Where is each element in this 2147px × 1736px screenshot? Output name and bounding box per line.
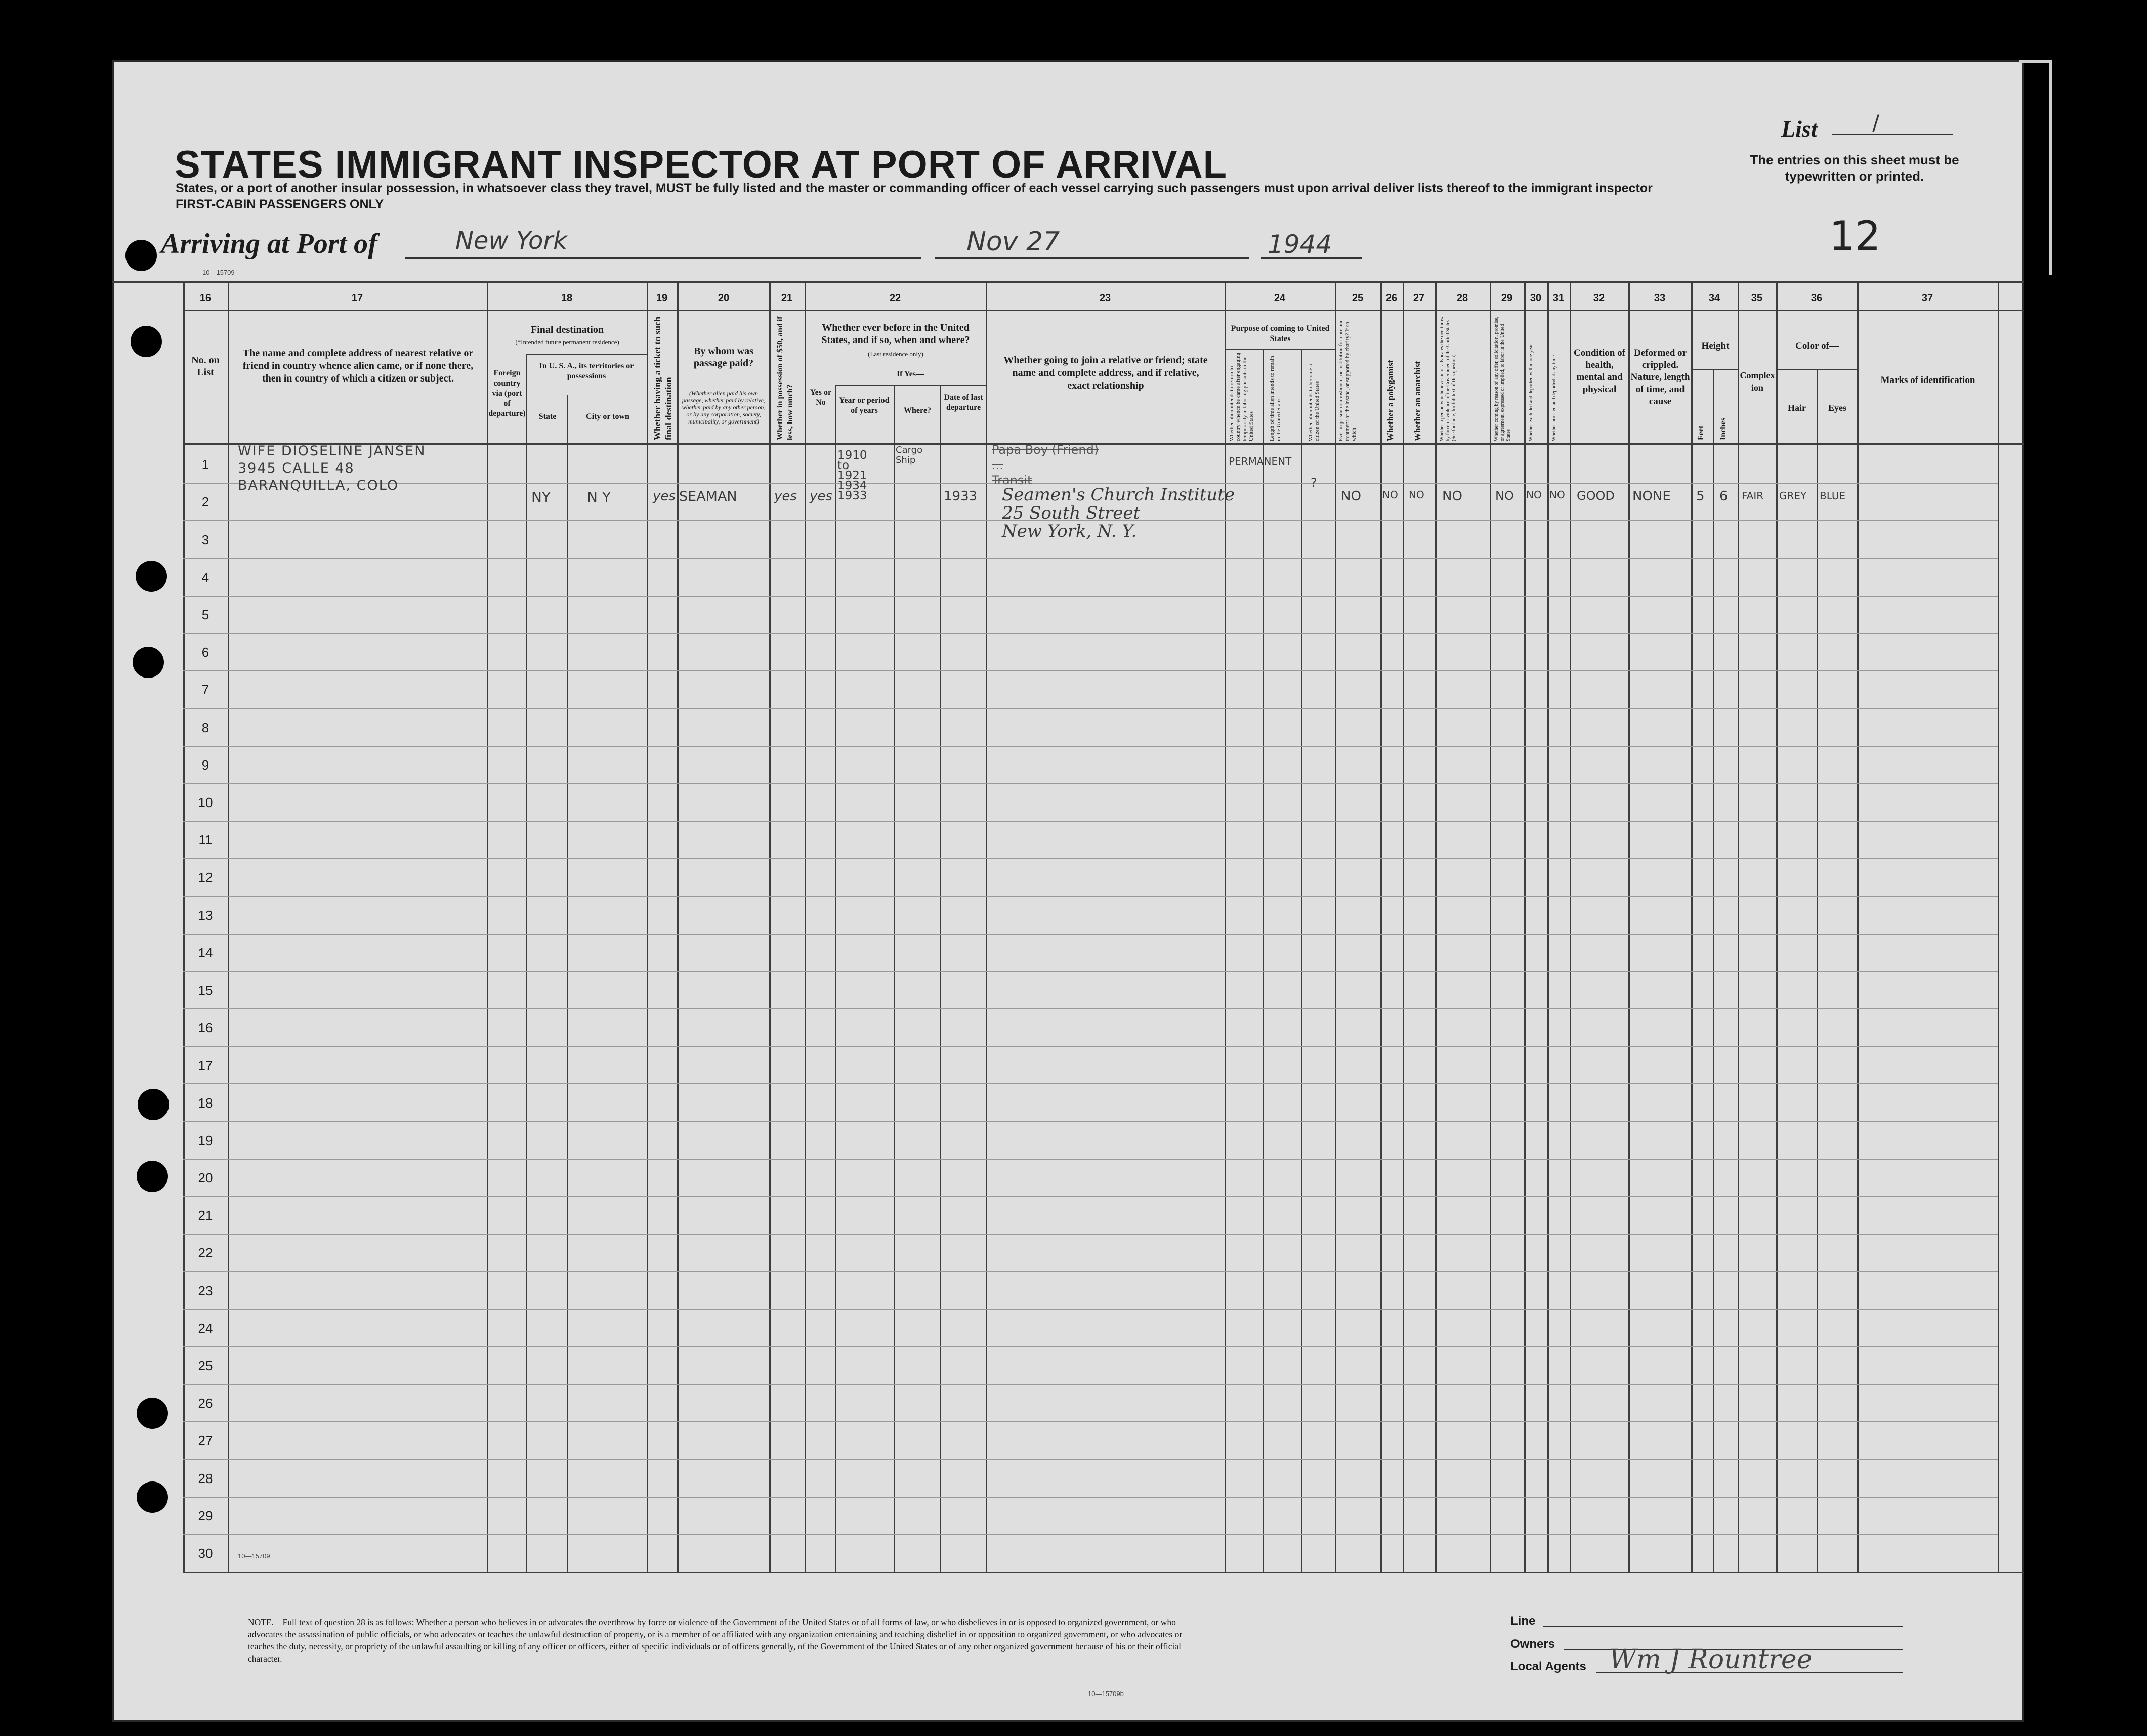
entry-complexion: FAIR	[1742, 490, 1764, 502]
column-number: 16	[199, 292, 212, 304]
header-join-relative: Whether going to join a relative or friend; state name and complete address, and if relative, exact relationship	[1003, 355, 1208, 391]
entry-years	[837, 450, 867, 501]
header-year: Year or period of years	[839, 396, 890, 415]
column-number: 31	[1552, 292, 1565, 304]
col-line	[487, 281, 488, 1573]
header-yes-no: Yes or No	[810, 388, 832, 407]
row-line	[183, 1534, 1998, 1535]
header-state: State	[538, 412, 557, 421]
sub-header-rule	[835, 385, 986, 386]
form-code-bottom: 10—15709	[238, 1552, 270, 1560]
header-purpose: Purpose of coming to United States	[1231, 324, 1330, 343]
punch-hole	[136, 561, 167, 592]
arriving-date: Nov 27	[966, 227, 1060, 257]
header-color-of: Color of—	[1795, 341, 1839, 351]
row-number: 5	[201, 607, 209, 622]
row-line	[183, 783, 1998, 784]
row-line	[183, 821, 1998, 822]
col-line	[677, 281, 679, 1573]
row-line	[183, 708, 1998, 709]
entry-join-3: New York, N. Y.	[1002, 521, 1137, 541]
header-ever-before: Whether ever before in the United States, and if so, when and where?	[821, 322, 970, 346]
row-number: 2	[201, 494, 209, 510]
row-number: 22	[198, 1245, 213, 1260]
row-number: 14	[198, 945, 213, 960]
header-no-on-list: No. on List	[191, 355, 220, 378]
column-number: 27	[1413, 292, 1425, 304]
row-line	[183, 1121, 1998, 1122]
row-line	[183, 934, 1998, 935]
column-number: 28	[1456, 292, 1468, 304]
row-line	[183, 971, 1998, 972]
header-inches: Inches	[1719, 417, 1728, 440]
entry-join-struck	[992, 442, 1099, 488]
row-line	[183, 746, 1998, 747]
header-excluded: Whether excluded and deported within one year	[1528, 344, 1534, 441]
header-deformed: Deformed or crippled. Nature, length of time, and cause	[1630, 348, 1690, 407]
sub-col-line	[567, 395, 568, 1573]
column-number: 32	[1593, 292, 1605, 304]
sub-col-line	[1263, 349, 1264, 1573]
entry-join-2: 25 South Street	[1002, 503, 1141, 523]
entry-year-1: 1910	[837, 449, 867, 462]
footnote: NOTE.—Full text of question 28 is as follows: Whether a person who believes in or advocates the overthrow by force or violence of the Government of the United States or of all forms of law, or who disbelieves in or is opposed to organized government, or who advocates the assassination of public officials, or who advocates or teaches the unlawful destruction of property, or is a member of or affiliated with any organization entertaining and teaching disbelief in or opposition to organized government, or who advocates or teaches the duty, necessity, or propriety of the unlawful assaulting or killing of any officer or officers, either of specific individuals or of officers generally, of the Government of the United States or of any other organized government because of his or their official character.	[248, 1617, 1183, 1664]
punch-hole	[125, 240, 157, 271]
row-line	[183, 1234, 1998, 1235]
header-relative: The name and complete address of nearest relative or friend in country whence alien came, or if none there, then in country of which a citizen or subject.	[242, 348, 474, 384]
column-number: 37	[1921, 292, 1933, 304]
header-final-destination-note: (*Intended future permanent residence)	[515, 338, 619, 346]
sub-header-rule	[1691, 369, 1738, 370]
subtitle-line1: States, or a port of another insular possession, in whatsoever class they travel, MUST be fully listed and the master or commanding officer of each vessel carrying such passengers must upon arrival deliver lists thereof to the immigrant inspector	[176, 181, 1653, 195]
row-number: 16	[198, 1020, 213, 1035]
header-complexion: Complexion	[1740, 370, 1775, 393]
entry-deformed: NONE	[1632, 489, 1671, 504]
arriving-line	[405, 257, 921, 259]
list-line	[1832, 134, 1953, 135]
column-number: 21	[781, 292, 793, 304]
row-number: 28	[198, 1471, 213, 1486]
entry-ever-before: yes	[810, 489, 832, 504]
header-fifty-dollars: Whether in possession of $50, and if less, how much?	[776, 316, 794, 440]
row-line	[183, 558, 1998, 559]
sub-header-rule	[526, 354, 647, 355]
entry-excluded: NO	[1526, 489, 1542, 501]
entry-year-2: to	[837, 459, 850, 472]
col-line	[1570, 281, 1571, 1573]
entry-offer: NO	[1495, 489, 1514, 503]
row-line	[183, 1459, 1998, 1460]
row-line	[183, 596, 1998, 597]
col-line	[1335, 281, 1336, 1573]
entry-year-5: 1933	[837, 489, 867, 502]
header-hair: Hair	[1788, 403, 1806, 413]
header-ticket: Whether having a ticket to such final destination	[652, 316, 673, 440]
punch-hole	[138, 1089, 169, 1120]
column-number: 24	[1274, 292, 1286, 304]
row-number: 29	[198, 1508, 213, 1523]
punch-hole	[131, 326, 162, 357]
column-number: 23	[1099, 292, 1111, 304]
col-line	[805, 281, 806, 1573]
row-number: 4	[201, 570, 209, 585]
header-passage-note: (Whether alien paid his own passage, whether paid by relative, whether paid by any other person, or by any corporation, society, municipality, or government)	[682, 390, 766, 425]
sheet-number: 12	[1829, 213, 1881, 260]
entry-prison: NO	[1341, 489, 1361, 504]
entry-hair: GREY	[1779, 490, 1807, 502]
entry-state: NY	[531, 489, 551, 505]
list-label: List	[1781, 116, 1818, 142]
header-eyes: Eyes	[1828, 403, 1846, 413]
row-number: 8	[201, 720, 209, 735]
arriving-year: 1944	[1268, 230, 1332, 259]
entry-eyes: BLUE	[1820, 490, 1846, 502]
col-line	[1691, 281, 1693, 1573]
table-bottom-border	[183, 1572, 2024, 1573]
header-last-departure: Date of last departure	[944, 393, 983, 412]
arriving-port: New York	[455, 227, 567, 255]
row-number: 3	[201, 532, 209, 547]
row-number: 25	[198, 1358, 213, 1373]
owners-label: Owners	[1510, 1637, 1555, 1651]
entry-passage-paid: SEAMAN	[679, 489, 737, 504]
entry-feet: 5	[1696, 489, 1705, 504]
row-line	[183, 1346, 1998, 1347]
row-number: 21	[198, 1208, 213, 1223]
header-overthrow: Whether a person who believes in or advocates the overthrow by force or violence of the Government of the United States (See footnote, for full text of this question)	[1439, 316, 1457, 441]
arriving-label: Arriving at Port of	[161, 228, 377, 260]
header-marks: Marks of identification	[1880, 375, 1975, 386]
column-number: 25	[1352, 292, 1364, 304]
entry-ticket: yes	[653, 489, 676, 504]
row-number: 11	[198, 832, 213, 848]
header-length-of-stay: Length of time alien intends to remain in the United States	[1269, 356, 1282, 441]
header-if-yes: If Yes—	[896, 370, 924, 378]
row-number: 24	[198, 1321, 213, 1336]
form-code: 10—15709	[202, 269, 235, 276]
row-number: 12	[198, 870, 213, 885]
sub-col-line	[526, 354, 527, 1573]
column-number: 17	[351, 292, 363, 304]
subtitle	[176, 180, 1805, 213]
entry-relative-line2: 3945 CALLE 48	[238, 460, 355, 476]
col-line	[1547, 281, 1549, 1573]
subtitle-line2: FIRST-CABIN PASSENGERS ONLY	[176, 197, 384, 211]
row-line	[183, 1083, 1998, 1084]
column-number: 29	[1501, 292, 1513, 304]
header-usa: In U. S. A., its territories or possessions	[539, 362, 634, 380]
line-field	[1543, 1626, 1903, 1627]
entry-relative-line3: BARANQUILLA, COLO	[238, 478, 399, 493]
column-number: 26	[1385, 292, 1398, 304]
column-number: 35	[1751, 292, 1763, 304]
col-line	[228, 281, 229, 1573]
column-number: 22	[889, 292, 901, 304]
footnote-code: 10—15709b	[1088, 1690, 1124, 1698]
entry-fifty-dollars: yes	[774, 489, 797, 504]
entry-overthrow: NO	[1442, 489, 1462, 504]
entry-join-struck-2: ...	[992, 458, 1003, 472]
col-line	[1435, 281, 1437, 1573]
sub-col-line	[894, 385, 895, 1573]
sub-header-rule	[1776, 369, 1857, 370]
sub-col-line	[1301, 349, 1302, 1573]
row-number: 17	[198, 1057, 213, 1073]
header-citizen-intent: Whether alien intends to become a citizen of the United States	[1308, 364, 1320, 441]
col-line	[769, 281, 771, 1573]
col-line	[1490, 281, 1491, 1573]
entry-join-struck-3: Transit	[992, 473, 1032, 487]
row-line	[183, 1497, 1998, 1498]
header-foreign-country: Foreign country via (port of departure)	[488, 369, 526, 418]
row-number: 7	[201, 682, 209, 697]
col-line	[1776, 281, 1778, 1573]
row-line	[183, 1196, 1998, 1197]
row-line	[183, 633, 1998, 634]
col-line	[1628, 281, 1630, 1573]
row-line	[183, 1159, 1998, 1160]
entry-join-struck-1: Papa Boy (Friend)	[992, 443, 1099, 457]
entry-purpose: PERMANENT	[1229, 455, 1292, 468]
agents-label: Local Agents	[1510, 1660, 1586, 1673]
line-label: Line	[1510, 1614, 1536, 1628]
column-number: 33	[1654, 292, 1666, 304]
col-line	[1738, 281, 1739, 1573]
row-number: 26	[198, 1395, 213, 1411]
entry-relative-line1: WIFE DIOSELINE JANSEN	[238, 443, 426, 459]
entry-year-3: 1921	[837, 469, 867, 482]
header-prison: Ever in prison or almshouse, or institution for care and treatment of the insane, or supported by charity? If so, which	[1338, 319, 1357, 441]
header-height: Height	[1701, 341, 1730, 351]
col-line	[647, 281, 648, 1573]
row-number: 18	[198, 1095, 213, 1111]
column-number-divider	[183, 310, 2024, 311]
entry-polygamist: NO	[1382, 489, 1398, 501]
row-number: 10	[198, 795, 213, 810]
row-number: 13	[198, 908, 213, 923]
row-number: 30	[198, 1546, 213, 1561]
entry-anarchist: NO	[1409, 489, 1424, 501]
row-line	[183, 1008, 1998, 1009]
row-number: 19	[198, 1133, 213, 1148]
header-final-destination: Final destination	[531, 324, 604, 335]
column-number: 20	[718, 292, 730, 304]
column-number: 34	[1708, 292, 1720, 304]
header-passage-paid: By whom was passage paid?	[693, 346, 754, 369]
entries-note: The entries on this sheet must be typewritten or printed.	[1750, 152, 1959, 184]
entry-year-4: 1934	[837, 479, 867, 492]
entry-inches: 6	[1719, 489, 1728, 504]
row-number: 23	[198, 1283, 213, 1298]
col-line	[1998, 281, 1999, 1573]
header-bottom-border	[183, 443, 2024, 445]
entry-arrested: NO	[1549, 489, 1565, 501]
sub-col-line	[835, 385, 836, 1573]
header-where: Where?	[904, 406, 931, 415]
punch-hole	[137, 1398, 168, 1429]
sub-col-line	[940, 385, 941, 1573]
punch-hole	[137, 1161, 168, 1192]
header-last-residence: (Last residence only)	[868, 350, 923, 358]
entry-join-1: Seamen's Church Institute	[1002, 485, 1235, 505]
row-line	[183, 1384, 1998, 1385]
column-number: 36	[1811, 292, 1823, 304]
entry-last-departure: 1933	[944, 489, 978, 504]
row-line	[183, 896, 1998, 897]
page-title: STATES IMMIGRANT INSPECTOR AT PORT OF ARRIVAL	[175, 143, 1228, 186]
col-line	[1403, 281, 1404, 1573]
header-labor-offer: Whether coming by reason of any offer, solicitation, promise, or agreement, expressed or implied, to labor in the United States	[1494, 316, 1511, 441]
list-value: /	[1872, 110, 1880, 135]
column-number: 18	[561, 292, 573, 304]
col-line	[986, 281, 987, 1573]
header-anarchist: Whether an anarchist	[1413, 361, 1422, 441]
arriving-line	[935, 257, 1249, 259]
col-line	[1857, 281, 1859, 1573]
col-line	[1524, 281, 1526, 1573]
row-line	[183, 1309, 1998, 1310]
entry-city: N Y	[587, 489, 611, 505]
punch-hole	[133, 647, 164, 678]
row-line	[183, 858, 1998, 859]
header-feet: Feet	[1697, 425, 1705, 440]
entry-citizen: ?	[1311, 476, 1317, 490]
column-number: 30	[1530, 292, 1542, 304]
sheet-back-edge	[2019, 60, 2052, 275]
row-line	[183, 1421, 1998, 1422]
row-number: 6	[201, 645, 209, 660]
row-line	[183, 670, 1998, 671]
header-polygamist: Whether a polygamist	[1385, 360, 1395, 441]
row-number: 1	[201, 457, 209, 472]
agents-signature: Wm J Rountree	[1609, 1644, 1813, 1675]
entry-where: Cargo Ship	[896, 445, 923, 465]
sub-header-rule	[1225, 349, 1335, 350]
row-number: 15	[198, 983, 213, 998]
row-number: 9	[201, 757, 209, 773]
col-line	[183, 281, 185, 1573]
header-arrested: Whether arrested and deported at any time	[1551, 355, 1557, 441]
row-number: 20	[198, 1170, 213, 1185]
header-city: City or town	[586, 412, 629, 421]
column-number: 19	[656, 292, 668, 304]
row-line	[183, 1271, 1998, 1272]
punch-hole	[137, 1481, 168, 1513]
entry-join	[1002, 486, 1235, 540]
entry-health: GOOD	[1577, 489, 1615, 503]
col-line	[1225, 281, 1226, 1573]
col-line	[1380, 281, 1382, 1573]
header-return-intent: Whether alien intends to return to country whence he came after engaging temporarily in laboring pursuits in the United States	[1229, 353, 1254, 441]
header-health: Condition of health, mental and physical	[1574, 348, 1625, 395]
row-line	[183, 1046, 1998, 1047]
row-number: 27	[198, 1433, 213, 1448]
